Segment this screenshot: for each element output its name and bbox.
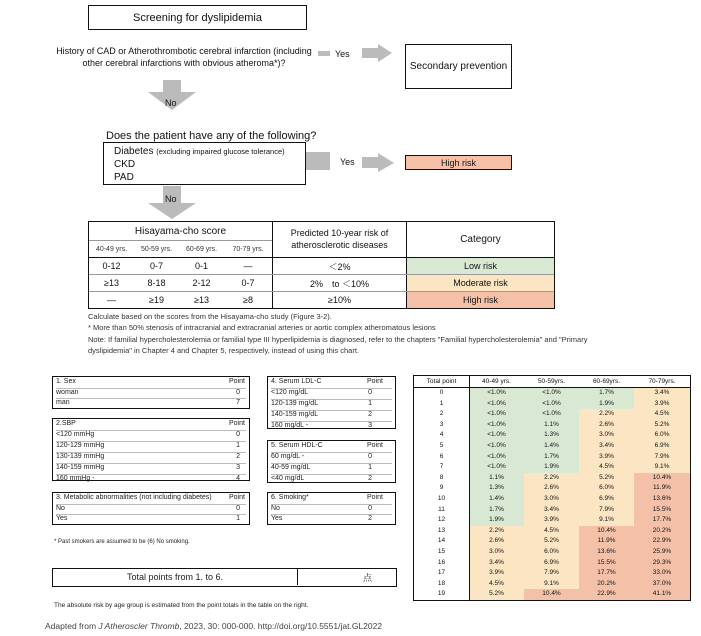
hisayama-row bbox=[89, 258, 554, 274]
points-section bbox=[50, 374, 405, 614]
high-risk-box bbox=[405, 155, 512, 170]
ldl-box bbox=[267, 376, 396, 429]
risk-cell: <1.0% bbox=[469, 409, 524, 420]
risk-cell: 1.9% bbox=[469, 515, 524, 526]
risk-total-point: 4 bbox=[414, 430, 469, 441]
option: man bbox=[56, 399, 70, 406]
risk-cell: 2.6% bbox=[524, 483, 579, 494]
citation bbox=[45, 621, 382, 631]
conditions-box bbox=[103, 142, 306, 185]
risk-cell: <1.0% bbox=[524, 409, 579, 420]
secondary-prevention-label: Secondary prevention bbox=[409, 61, 508, 72]
option-point: 1 bbox=[236, 442, 240, 449]
question-1: History of CAD or Atherothrombotic cerebral infarction (including other cerebral infarctions with obvious atheroma*)? bbox=[56, 46, 312, 68]
option-point: 0 bbox=[236, 431, 240, 438]
risk-cell: 10.4% bbox=[524, 589, 579, 600]
risk-cell: 1.9% bbox=[579, 399, 634, 410]
risk-cell: 1.7% bbox=[469, 505, 524, 516]
option-point: 2 bbox=[236, 453, 240, 460]
risk-cell: 9.1% bbox=[579, 515, 634, 526]
risk-cell: 1.1% bbox=[469, 473, 524, 484]
risk-header-cell: 60-69yrs. bbox=[592, 378, 621, 385]
risk-table-header bbox=[414, 376, 690, 388]
smoke-note: * Past smokers are assumed to be (6) No smoking. bbox=[54, 539, 190, 545]
risk-cell: <1.0% bbox=[469, 452, 524, 463]
row-cell: 0-7 bbox=[241, 278, 255, 288]
risk-total-point: 1 bbox=[414, 399, 469, 410]
sex-box bbox=[52, 376, 250, 409]
option-point: 0 bbox=[368, 453, 372, 460]
yes-label-2: Yes bbox=[340, 157, 355, 167]
cond-diabetes: Diabetes bbox=[114, 146, 154, 157]
risk-total-point: 11 bbox=[414, 505, 469, 516]
smoking-rows bbox=[271, 504, 392, 524]
option-point: 4 bbox=[236, 475, 240, 482]
option-point: 0 bbox=[236, 389, 240, 396]
cond-diabetes-note: (excluding impaired glucose tolerance) bbox=[156, 147, 285, 156]
screening-title: Screening for dyslipidemia bbox=[132, 11, 262, 24]
risk-cell: 33.0% bbox=[634, 568, 690, 579]
risk-cell: 1.4% bbox=[469, 494, 524, 505]
risk-cell: 11.9% bbox=[634, 483, 690, 494]
risk-cell: 17.7% bbox=[579, 568, 634, 579]
option: 40-59 mg/dL bbox=[271, 464, 311, 471]
risk-cell: <1.0% bbox=[469, 430, 524, 441]
risk-total-point: 10 bbox=[414, 494, 469, 505]
risk-cell: 7.9% bbox=[634, 452, 690, 463]
option-point: 2 bbox=[368, 411, 372, 418]
high-risk-label: High risk bbox=[440, 157, 476, 168]
risk-cell: 2.6% bbox=[579, 420, 634, 431]
risk-cell: 1.1% bbox=[524, 420, 579, 431]
option: 120-129 mmHg bbox=[56, 442, 105, 449]
risk-cell: 9.1% bbox=[524, 579, 579, 590]
option-point: 1 bbox=[368, 400, 372, 407]
risk-cell: 3.4% bbox=[524, 505, 579, 516]
option: 130-139 mmHg bbox=[56, 453, 105, 460]
risk-cell: <1.0% bbox=[469, 441, 524, 452]
risk-cell: 2.2% bbox=[524, 473, 579, 484]
risk-cell: 25.9% bbox=[634, 547, 690, 558]
total-label: Total points from 1. to 6. bbox=[126, 572, 224, 582]
risk-cell: 10.4% bbox=[634, 473, 690, 484]
metabolic-box bbox=[52, 492, 250, 525]
risk-cell: 3.9% bbox=[634, 399, 690, 410]
option: woman bbox=[56, 389, 79, 396]
risk-cell: 6.0% bbox=[524, 547, 579, 558]
age-40: 40-49 yrs. bbox=[95, 245, 128, 253]
risk-cell: 7.9% bbox=[579, 505, 634, 516]
hdl-title: 5. Serum HDL-C bbox=[271, 442, 323, 449]
row-cell: ≥8 bbox=[243, 295, 253, 305]
smoking-box bbox=[267, 492, 396, 525]
option: 160 mg/dL - bbox=[271, 422, 309, 429]
row-cell: 0-1 bbox=[194, 261, 208, 271]
risk-cell: 6.0% bbox=[579, 483, 634, 494]
risk-total-point: 2 bbox=[414, 409, 469, 420]
risk-cell: 6.9% bbox=[634, 441, 690, 452]
risk-cell: 1.4% bbox=[524, 441, 579, 452]
note-1: Calculate based on the scores from the Hisayama-cho study (Figure 3-2). bbox=[88, 312, 332, 321]
point-label: Point bbox=[229, 420, 245, 427]
risk-cell: 3.9% bbox=[579, 452, 634, 463]
option-point: 2 bbox=[368, 515, 372, 522]
option: <40 mg/dL bbox=[271, 475, 305, 482]
row-cell: — bbox=[243, 261, 253, 271]
row-cell: — bbox=[107, 295, 116, 305]
yes-arrow-2 bbox=[362, 153, 394, 172]
category-moderate: Moderate risk bbox=[407, 275, 554, 291]
option: <120 mg/dL bbox=[271, 389, 309, 396]
point-label: Point bbox=[229, 494, 245, 501]
option: Yes bbox=[56, 515, 68, 522]
option: 160 mmHg - bbox=[56, 475, 95, 482]
risk-cell: 5.2% bbox=[469, 589, 524, 600]
risk-cell: <1.0% bbox=[524, 399, 579, 410]
risk-header-cell: Total point bbox=[426, 378, 457, 385]
screening-title-box bbox=[88, 5, 307, 30]
risk-cell: 10.4% bbox=[579, 526, 634, 537]
predicted-header: Predicted 10-year risk of atherosclerotic diseases bbox=[290, 228, 389, 250]
risk-cell: 6.0% bbox=[634, 430, 690, 441]
risk-cell: 5.2% bbox=[524, 536, 579, 547]
no-label-2: No bbox=[165, 194, 177, 204]
risk-cell: 20.2% bbox=[579, 579, 634, 590]
risk-cell: 17.7% bbox=[634, 515, 690, 526]
row-cell: 2-12 bbox=[192, 278, 211, 288]
risk-cell: 41.1% bbox=[634, 589, 690, 600]
age-70: 70-79 yrs. bbox=[232, 245, 264, 253]
option-point: 0 bbox=[236, 505, 240, 512]
cond-pad: PAD bbox=[114, 172, 134, 183]
cond-ckd: CKD bbox=[114, 159, 136, 170]
risk-total-point: 3 bbox=[414, 420, 469, 431]
citation-prefix: Adapted from bbox=[45, 621, 99, 631]
hisayama-table bbox=[88, 221, 555, 309]
score-header: Hisayama-cho score bbox=[89, 222, 272, 241]
risk-cell: 4.5% bbox=[579, 462, 634, 473]
risk-cell: 13.6% bbox=[634, 494, 690, 505]
risk-total-point: 7 bbox=[414, 462, 469, 473]
risk-table-divider bbox=[469, 376, 470, 600]
category-low: Low risk bbox=[407, 258, 554, 274]
option-point: 1 bbox=[368, 464, 372, 471]
question-2: Does the patient have any of the following? bbox=[106, 130, 317, 142]
risk-total-point: 16 bbox=[414, 558, 469, 569]
risk-cell: <1.0% bbox=[469, 420, 524, 431]
hisayama-rows bbox=[89, 258, 554, 308]
option-point: 1 bbox=[236, 515, 240, 522]
point-label: Point bbox=[367, 494, 383, 501]
risk-header-cell: 50-59yrs. bbox=[537, 378, 566, 385]
hisayama-row bbox=[89, 275, 554, 291]
risk-cell: 1.7% bbox=[524, 452, 579, 463]
risk-cell: 2.2% bbox=[579, 409, 634, 420]
risk-cell: 20.2% bbox=[634, 526, 690, 537]
risk-cell: 9.1% bbox=[634, 462, 690, 473]
risk-total-point: 19 bbox=[414, 589, 469, 600]
age-60: 60-69 yrs. bbox=[185, 245, 218, 253]
risk-total-point: 18 bbox=[414, 579, 469, 590]
risk-cell: 13.6% bbox=[579, 547, 634, 558]
option-point: 0 bbox=[368, 505, 372, 512]
risk-lookup-table bbox=[413, 375, 691, 601]
risk-cell: 37.0% bbox=[634, 579, 690, 590]
risk-cell: 3.0% bbox=[579, 430, 634, 441]
notes bbox=[88, 311, 608, 356]
total-unit: 点 bbox=[363, 573, 373, 583]
risk-cell: 15.5% bbox=[579, 558, 634, 569]
risk-cell: 5.2% bbox=[579, 473, 634, 484]
risk-cell: 3.0% bbox=[469, 547, 524, 558]
row-cell: 0-12 bbox=[102, 261, 121, 271]
option: <120 mmHg bbox=[56, 431, 95, 438]
risk-cell: <1.0% bbox=[524, 388, 579, 399]
row-cell: ≥13 bbox=[104, 278, 119, 288]
risk-cell: 3.9% bbox=[469, 568, 524, 579]
option: 140-159 mg/dL bbox=[271, 411, 319, 418]
yes-arrow-1 bbox=[362, 44, 392, 62]
risk-cell: <1.0% bbox=[469, 399, 524, 410]
risk-cell: <1.0% bbox=[469, 388, 524, 399]
risk-cell: <1.0% bbox=[469, 462, 524, 473]
note-2: * More than 50% stenosis of intracranial and extracranial arteries or aortic complex atheromatous lesions bbox=[88, 323, 436, 332]
sex-title: 1. Sex bbox=[56, 378, 76, 385]
point-label: Point bbox=[367, 442, 383, 449]
metabolic-rows bbox=[56, 504, 246, 524]
abs-note: The absolute risk by age group is estimated from the point totals in the table on the right. bbox=[54, 602, 309, 609]
secondary-prevention-box bbox=[405, 44, 512, 89]
yes-label-1: Yes bbox=[335, 49, 350, 59]
sex-rows bbox=[56, 388, 246, 408]
total-box bbox=[52, 568, 397, 587]
sbp-rows bbox=[56, 430, 246, 485]
age-50: 50-59 yrs. bbox=[140, 245, 173, 253]
risk-total-point: 15 bbox=[414, 547, 469, 558]
risk-cell: 2.6% bbox=[469, 536, 524, 547]
risk-cell: 7.9% bbox=[524, 568, 579, 579]
sbp-title: 2.SBP bbox=[56, 420, 76, 427]
risk-cell: 6.9% bbox=[579, 494, 634, 505]
risk-total-point: 9 bbox=[414, 483, 469, 494]
row-cell: ≥13 bbox=[194, 295, 209, 305]
risk-total-point: 14 bbox=[414, 536, 469, 547]
risk-total-point: 8 bbox=[414, 473, 469, 484]
risk-cell: 4.5% bbox=[469, 579, 524, 590]
risk-cell: 3.4% bbox=[469, 558, 524, 569]
option-point: 2 bbox=[368, 475, 372, 482]
option: Yes bbox=[271, 515, 283, 522]
risk-cell: 3.4% bbox=[579, 441, 634, 452]
risk-cell: 1.3% bbox=[469, 483, 524, 494]
risk-cell: 1.3% bbox=[524, 430, 579, 441]
option: 60 mg/dL - bbox=[271, 453, 305, 460]
citation-rest: , 2023, 30: 000-000. http://doi.org/10.5551/jat.GL2022 bbox=[179, 621, 383, 631]
point-label: Point bbox=[367, 378, 383, 385]
risk-cell: 29.3% bbox=[634, 558, 690, 569]
risk-total-point: 0 bbox=[414, 388, 469, 399]
point-label: Point bbox=[229, 378, 245, 385]
row-cell: ≥19 bbox=[149, 295, 164, 305]
metabolic-title: 3. Metabolic abnormalities (not including diabetes) bbox=[56, 494, 212, 501]
hisayama-row bbox=[89, 292, 554, 308]
risk-cell: 3.0% bbox=[524, 494, 579, 505]
risk-header-cell: 40-49 yrs. bbox=[482, 378, 511, 385]
yes-connector-1 bbox=[318, 51, 330, 56]
risk-cell: 11.9% bbox=[579, 536, 634, 547]
risk-total-point: 5 bbox=[414, 441, 469, 452]
row-cell: 8-18 bbox=[147, 278, 166, 288]
risk-cell: ＜2% bbox=[328, 261, 351, 272]
sbp-box bbox=[52, 418, 250, 481]
option-point: 3 bbox=[236, 464, 240, 471]
option-point: 7 bbox=[236, 399, 240, 406]
hdl-rows bbox=[271, 452, 392, 485]
risk-cell: 4.5% bbox=[634, 409, 690, 420]
risk-total-point: 12 bbox=[414, 515, 469, 526]
category-high: High risk bbox=[407, 292, 554, 308]
note-3: Note: If familial hypercholesterolemia or familial type III hyperlipidemia is diagnosed, refer to the chapters "Familial hypercholesterolemia" and "Primary dyslipidemia" in Chapter 4 and Chapter 5, respectively, instead of using this chart. bbox=[88, 335, 588, 355]
risk-cell: 1.7% bbox=[579, 388, 634, 399]
option: No bbox=[56, 505, 65, 512]
risk-cell: ≥10% bbox=[328, 295, 351, 305]
risk-cell: 1.9% bbox=[524, 462, 579, 473]
risk-cell: 6.9% bbox=[524, 558, 579, 569]
risk-header-cell: 70-79yrs. bbox=[648, 378, 676, 385]
row-cell: 0-7 bbox=[149, 261, 163, 271]
hdl-box bbox=[267, 440, 396, 483]
risk-total-point: 17 bbox=[414, 568, 469, 579]
option: 120-139 mg/dL bbox=[271, 400, 319, 407]
risk-cell: 5.2% bbox=[634, 420, 690, 431]
risk-cell: 2% to ＜10% bbox=[309, 278, 370, 289]
option-point: 3 bbox=[368, 422, 372, 429]
option-point: 0 bbox=[368, 389, 372, 396]
option: No bbox=[271, 505, 280, 512]
smoking-title: 6. Smoking* bbox=[271, 494, 309, 501]
risk-cell: 2.2% bbox=[469, 526, 524, 537]
citation-journal: J Atheroscler Thromb bbox=[98, 621, 180, 631]
risk-cell: 15.5% bbox=[634, 505, 690, 516]
risk-total-point: 13 bbox=[414, 526, 469, 537]
risk-cell: 4.5% bbox=[524, 526, 579, 537]
risk-cell: 3.9% bbox=[524, 515, 579, 526]
risk-cell: 3.4% bbox=[634, 388, 690, 399]
cond-connector bbox=[305, 152, 330, 170]
risk-total-point: 6 bbox=[414, 452, 469, 463]
risk-cell: 22.9% bbox=[579, 589, 634, 600]
ldl-rows bbox=[271, 388, 392, 432]
ldl-title: 4. Serum LDL-C bbox=[271, 378, 322, 385]
category-header: Category bbox=[460, 233, 501, 245]
no-label-1: No bbox=[165, 98, 177, 108]
option: 140-159 mmHg bbox=[56, 464, 105, 471]
risk-cell: 22.9% bbox=[634, 536, 690, 547]
